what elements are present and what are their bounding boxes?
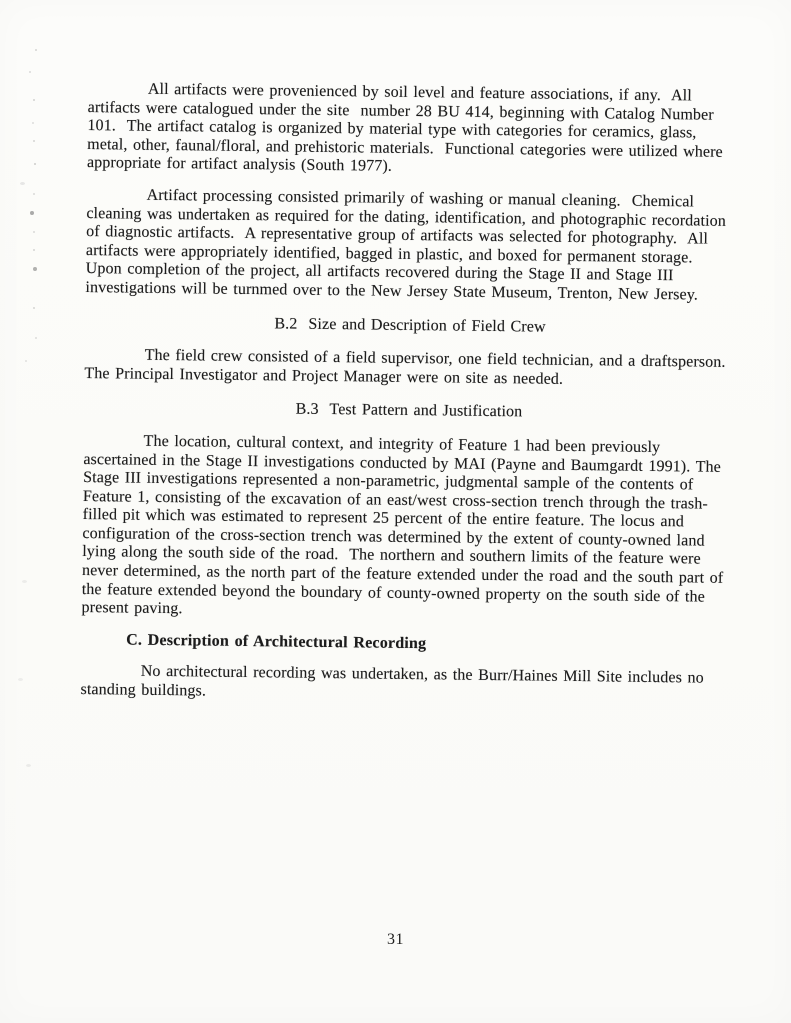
section-heading-b3: B.3 Test Pattern and Justification: [295, 400, 523, 421]
paragraph-test-pattern: The location, cultural context, and integrity of Feature 1 had been previously ascertained in the Stage II investigations conducted by MAI (Payne and Baumgardt 1991). The Stage III investigations represented a non-parametric, judgmental sample of the contents of Feature 1, consisting of the excavation of an east/west cross-section trench through the trash-filled pit which was estimated to represent 25 percent of the entire feature. The locus and configuration of the cross-section trench was determined by the extent of county-owned land lying along the south side of the road. The northern and southern limits of the feature were never determined, as the north part of the feature extended under the road and the south part of the feature extended beyond the boundary of county-owned property on the south side of the present paving.: [81, 432, 729, 618]
paragraph-architectural-recording: No architectural recording was undertaken, as the Burr/Haines Mill Site includes no standing buildings.: [80, 663, 710, 700]
section-heading-b2: B.2 Size and Description of Field Crew: [274, 314, 546, 336]
paragraph-artifact-cataloguing: All artifacts were provenienced by soil level and feature associations, if any. All artifacts were catalogued under the site number 28 BU 414, beginning with Catalog Number 101. The artifact catalog is organized by material type with categories for ceramics, glass, metal, other, faunal/floral, and prehistoric materials. Functional categories were utilized where appropriate for artifact analysis (South 1977).: [86, 80, 729, 176]
paragraph-field-crew: The field crew consisted of a field supervisor, one field technician, and a draftsperson. The Principal Investigator and Project Manager were on site as needed.: [84, 346, 731, 388]
scan-smudges: [0, 0, 5, 3]
page-number: 31: [387, 931, 404, 948]
page-body-text: [80, 80, 738, 720]
paragraph-artifact-processing: Artifact processing consisted primarily of washing or manual cleaning. Chemical cleaning was undertaken as required for the dating, identification, and photographic recordation of diagnostic artifacts. A representative group of artifacts was selected for photography. All artifacts were appropriately identified, bagged in plastic, and boxed for permanent storage. Upon completion of the project, all artifacts recovered during the Stage II and Stage III investigations will be turnmed over to the New Jersey State Museum, Trenton, New Jersey.: [85, 186, 732, 304]
section-heading-c: C. Description of Architectural Recording: [126, 631, 427, 653]
